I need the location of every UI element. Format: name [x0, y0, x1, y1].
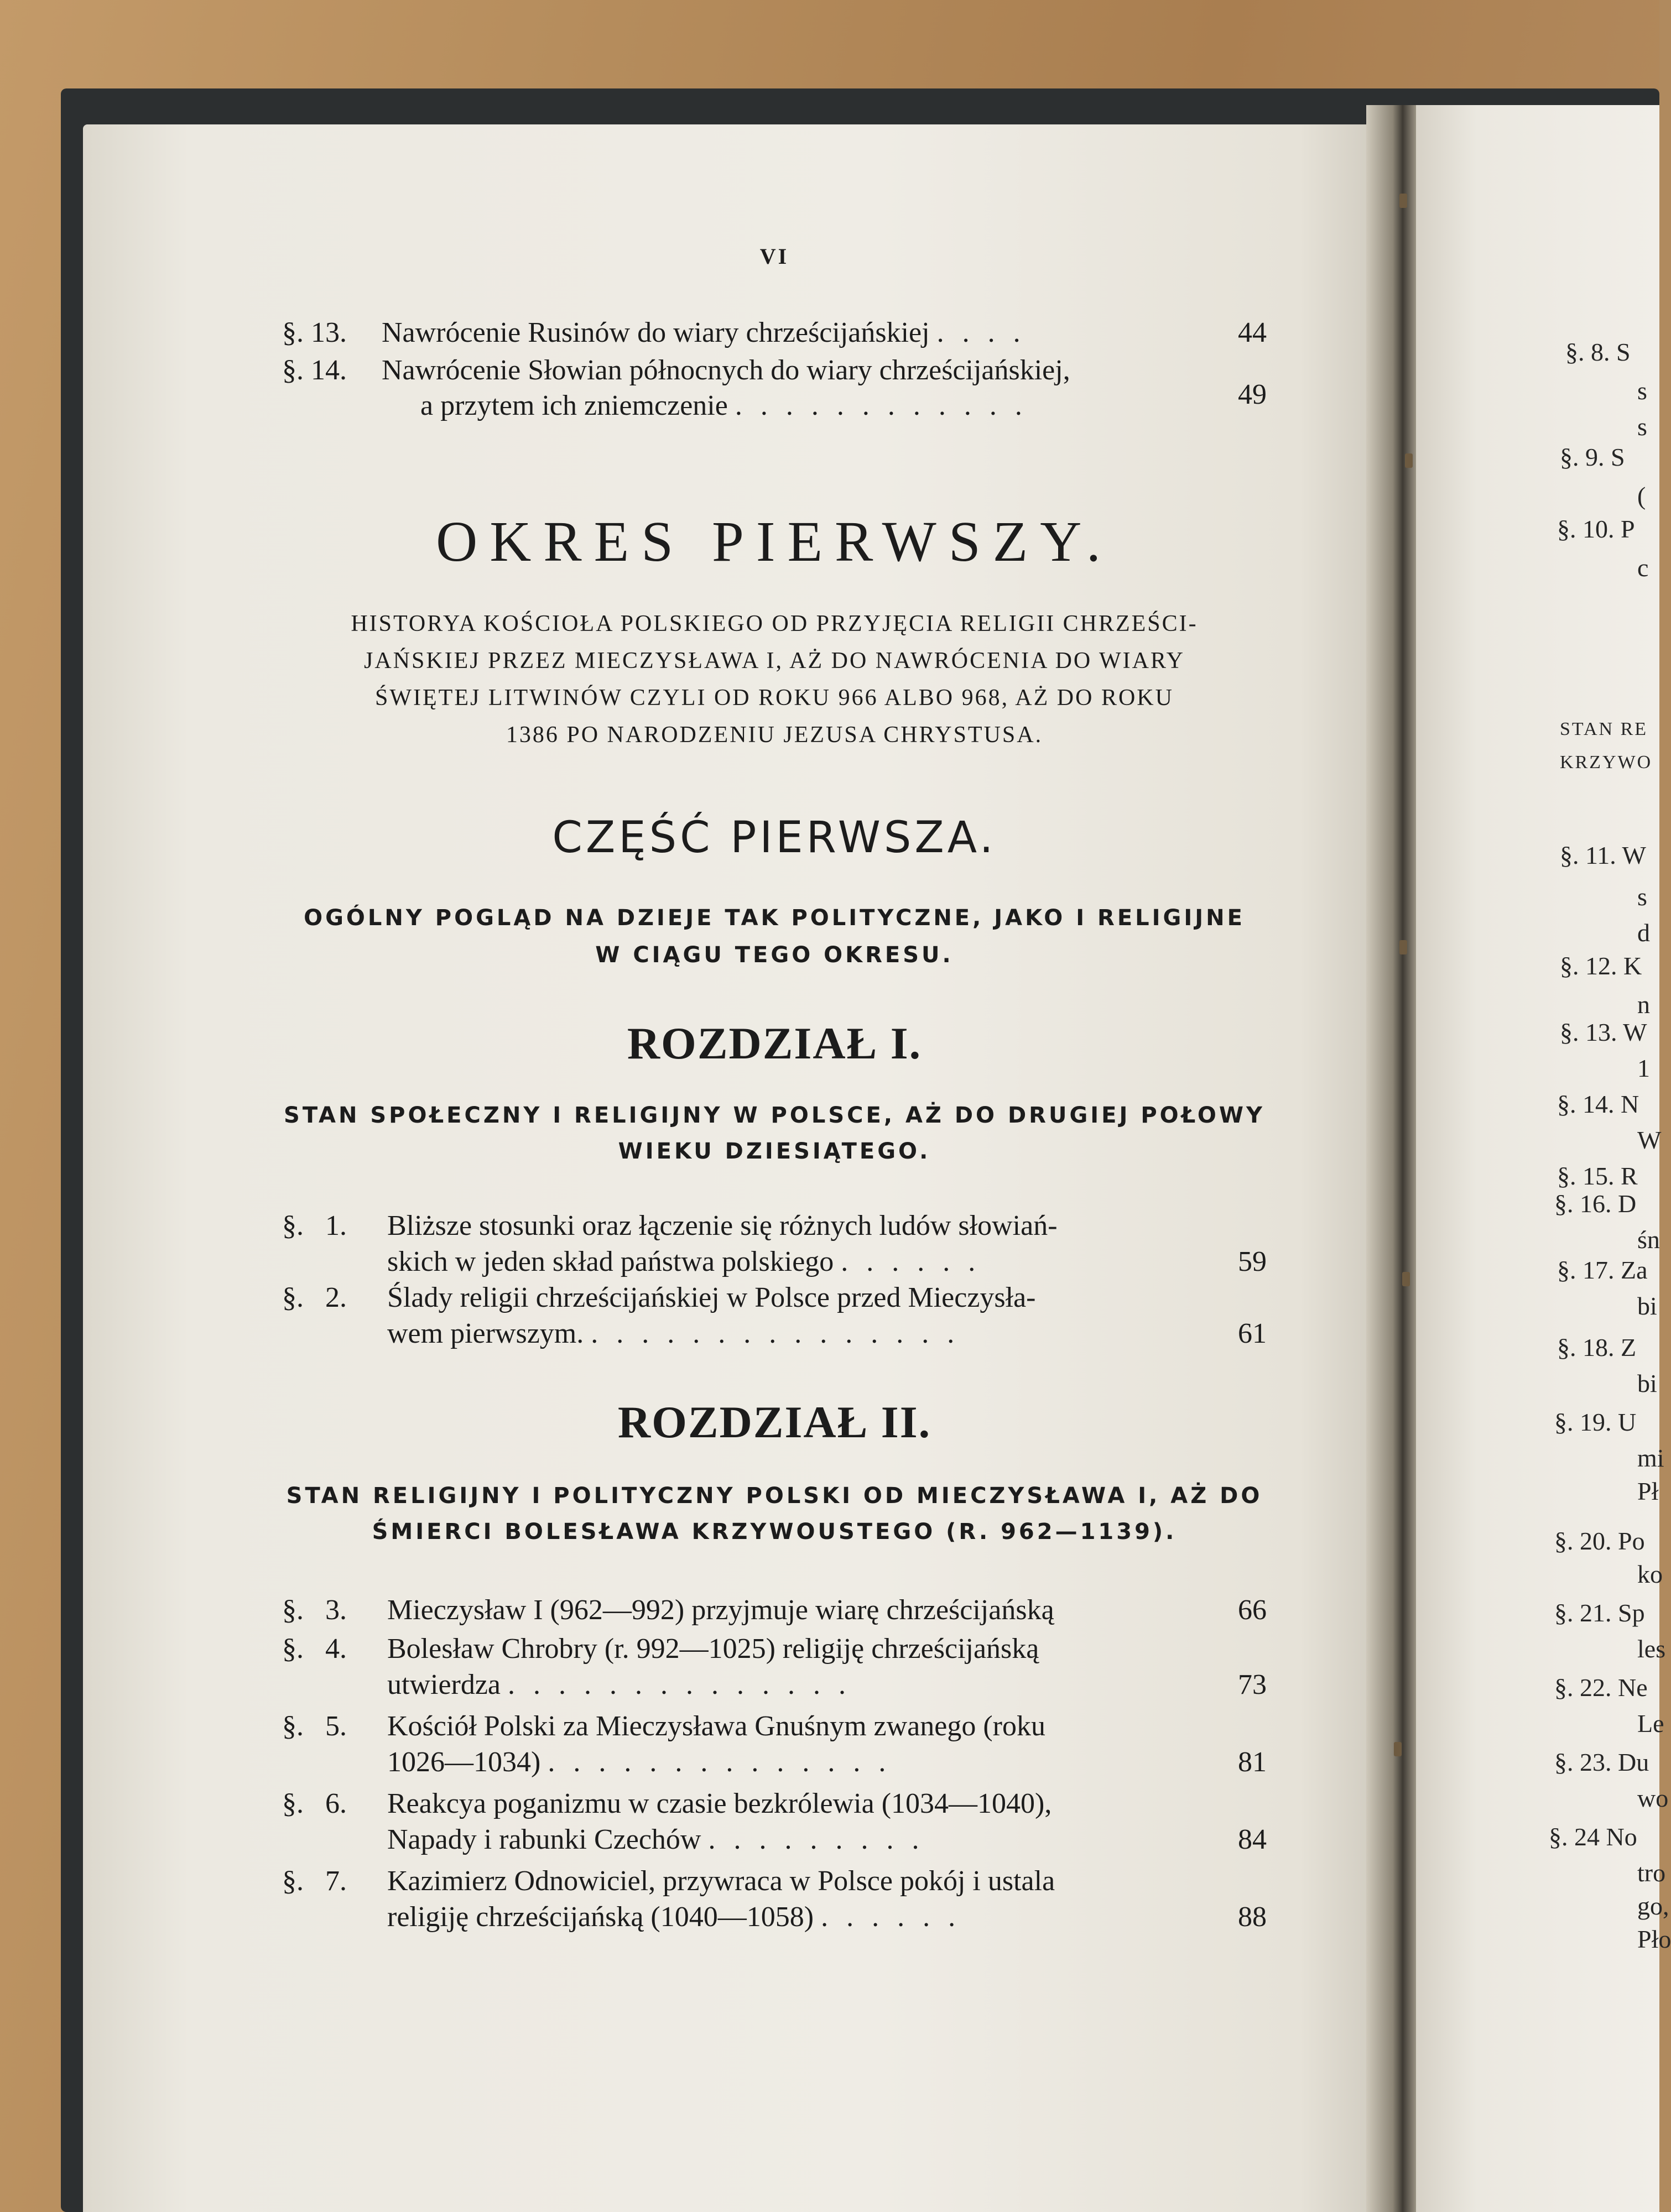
right-page-text-fragment: STAN RE: [1560, 719, 1648, 739]
entry-title: Ślady religii chrześcijańskiej w Polsce przed Mieczysła-: [387, 1282, 1036, 1313]
right-page-text-fragment: §. 10. P: [1557, 515, 1635, 543]
paragraph-number: §. 1.: [282, 1210, 347, 1241]
right-page-text-fragment: Pł: [1637, 1477, 1659, 1505]
binding-stitch: [1405, 453, 1413, 468]
right-page-text-fragment: go,: [1637, 1892, 1669, 1920]
right-page-text-fragment: §. 12. K: [1560, 952, 1642, 980]
right-page-text-fragment: §. 23. Du: [1554, 1748, 1649, 1776]
paragraph-number: §. 14.: [282, 354, 347, 386]
paragraph-number: §. 2.: [282, 1282, 347, 1313]
rozdzial-2-heading: ROZDZIAŁ II.: [617, 1397, 931, 1447]
right-page-text-fragment: §. 14. N: [1557, 1090, 1639, 1118]
entry-title: Kościół Polski za Mieczysława Gnuśnym zwanego (roku: [387, 1710, 1045, 1742]
right-page-text-fragment: s: [1637, 413, 1647, 441]
right-page-text-fragment: wo: [1637, 1784, 1669, 1812]
toc-entry-continuation: [282, 1316, 1267, 1394]
okres-description-line: 1386 PO NARODZENIU JEZUSA CHRYSTUSA.: [506, 722, 1043, 748]
rozdzial-2-description-line: STAN RELIGIJNY I POLITYCZNY POLSKI OD MIECZYSŁAWA I, AŻ DO: [286, 1483, 1263, 1509]
right-page-text-fragment: §. 17. Za: [1557, 1256, 1648, 1284]
right-page-text-fragment: §. 19. U: [1554, 1408, 1637, 1436]
right-page-text-fragment: §. 9. S: [1560, 443, 1625, 471]
entry-page-number: 84: [1238, 1824, 1267, 1855]
entry-title: Nawrócenie Rusinów do wiary chrześcijańskiej . . . .: [382, 317, 1026, 348]
entry-title: Kazimierz Odnowiciel, przywraca w Polsce pokój i ustala: [387, 1865, 1055, 1897]
toc-entry-continuation: [282, 1900, 1267, 1977]
rozdzial-2-description-line: ŚMIERCI BOLESŁAWA KRZYWOUSTEGO (R. 962—1139).: [372, 1519, 1177, 1545]
entry-title-continuation: wem pierwszym. . . . . . . . . . . . . . . .: [387, 1318, 960, 1349]
okres-description-line: JAŃSKIEJ PRZEZ MIECZYSŁAWA I, AŻ DO NAWRÓCENIA DO WIARY: [364, 648, 1185, 674]
right-page-text-fragment: §. 20. Po: [1554, 1527, 1645, 1555]
rozdzial-1-heading: ROZDZIAŁ I.: [627, 1018, 922, 1068]
right-page-text-fragment: §. 22. Ne: [1554, 1673, 1648, 1702]
entry-page-number: 81: [1238, 1746, 1267, 1778]
right-page-text-fragment: bi: [1637, 1369, 1657, 1397]
paragraph-number: §. 7.: [282, 1865, 347, 1897]
rozdzial-1-description-line: WIEKU DZIESIĄTEGO.: [618, 1139, 931, 1164]
entry-title: Nawrócenie Słowian północnych do wiary chrześcijańskiej,: [382, 354, 1070, 386]
right-page-text-fragment: Pło: [1637, 1925, 1671, 1953]
binding-stitch: [1394, 1742, 1402, 1756]
entry-page-number: 49: [1238, 379, 1267, 410]
binding-stitch: [1402, 1272, 1410, 1286]
toc-entry-continuation: [282, 379, 1267, 466]
right-page-text-fragment: §. 15. R: [1557, 1162, 1638, 1190]
entry-title-continuation: Napady i rabunki Czechów . . . . . . . . .: [387, 1824, 925, 1855]
right-page-text-fragment: §. 24 No: [1549, 1823, 1637, 1851]
right-page: [1416, 105, 1671, 2212]
right-page-text-fragment: §. 11. W: [1560, 841, 1646, 869]
rozdzial-1-description-line: STAN SPOŁECZNY I RELIGIJNY W POLSCE, AŻ DO DRUGIEJ POŁOWY: [284, 1103, 1265, 1128]
entry-page-number: 66: [1238, 1594, 1267, 1626]
right-page-text-fragment: s: [1637, 377, 1647, 405]
right-page-text-fragment: les: [1637, 1635, 1666, 1663]
right-page-text-fragment: tro: [1637, 1859, 1666, 1887]
entry-title-continuation: religiję chrześcijańską (1040—1058) . . . . . .: [387, 1901, 961, 1933]
entry-page-number: 88: [1238, 1901, 1267, 1933]
binding-stitch: [1399, 194, 1407, 208]
right-page-text-fragment: Le: [1637, 1709, 1664, 1738]
entry-title: Reakcya poganizmu w czasie bezkrólewia (1034—1040),: [387, 1788, 1052, 1819]
entry-title-continuation: 1026—1034) . . . . . . . . . . . . . .: [387, 1746, 892, 1778]
czesc-description-line: OGÓLNY POGLĄD NA DZIEJE TAK POLITYCZNE, JAKO I RELIGIJNE: [304, 905, 1245, 931]
page-number: VI: [759, 244, 789, 269]
paragraph-number: §. 6.: [282, 1788, 347, 1819]
right-page-text-fragment: §. 16. D: [1554, 1190, 1637, 1218]
right-page-text-fragment: §. 8. S: [1565, 338, 1631, 366]
entry-title-continuation: skich w jeden skład państwa polskiego . . . . . .: [387, 1246, 981, 1277]
paragraph-number: §. 13.: [282, 317, 347, 348]
entry-title: Mieczysław I (962—992) przyjmuje wiarę chrześcijańską: [387, 1594, 1054, 1626]
right-page-text-fragment: KRZYWO: [1560, 752, 1653, 773]
entry-page-number: 73: [1238, 1669, 1267, 1700]
right-page-text-fragment: mi: [1637, 1444, 1664, 1472]
entry-title-continuation: utwierdza . . . . . . . . . . . . . .: [387, 1669, 852, 1700]
right-page-text-fragment: s: [1637, 883, 1647, 911]
entry-page-number: 59: [1238, 1246, 1267, 1277]
entry-title: Bliższe stosunki oraz łączenie się różnych ludów słowiań-: [387, 1210, 1058, 1241]
right-page-text-fragment: ko: [1637, 1560, 1663, 1588]
right-page-text-fragment: (: [1637, 482, 1646, 510]
paragraph-number: §. 3.: [282, 1594, 347, 1626]
okres-heading: OKRES PIERWSZY.: [436, 510, 1113, 573]
okres-description-line: ŚWIĘTEJ LITWINÓW CZYLI OD ROKU 966 ALBO 968, AŻ DO ROKU: [375, 685, 1174, 711]
entry-page-number: 44: [1238, 317, 1267, 348]
right-page-text-fragment: bi: [1637, 1292, 1657, 1320]
paragraph-number: §. 4.: [282, 1633, 347, 1665]
right-page-text-fragment: §. 21. Sp: [1554, 1599, 1645, 1627]
czesc-heading: CZĘŚĆ PIERWSZA.: [552, 813, 997, 863]
right-page-text-fragment: §. 13. W: [1560, 1018, 1647, 1046]
paragraph-number: §. 5.: [282, 1710, 347, 1742]
right-page-text-fragment: W: [1637, 1126, 1662, 1154]
right-page-text-fragment: §. 18. Z: [1557, 1333, 1637, 1361]
right-page-text-fragment: śn: [1637, 1225, 1660, 1254]
right-page-text-fragment: 1: [1637, 1054, 1650, 1082]
okres-description-line: HISTORYA KOŚCIOŁA POLSKIEGO OD PRZYJĘCIA RELIGII CHRZEŚCI-: [351, 611, 1198, 637]
czesc-description-line: W CIĄGU TEGO OKRESU.: [595, 942, 954, 968]
right-page-text-fragment: n: [1637, 990, 1650, 1019]
entry-page-number: 61: [1238, 1318, 1267, 1349]
binding-stitch: [1399, 940, 1407, 954]
right-page-text-fragment: c: [1637, 554, 1649, 582]
right-page-text-fragment: d: [1637, 919, 1650, 947]
entry-title-continuation: a przytem ich zniemczenie . . . . . . . . . . . .: [420, 390, 1028, 421]
entry-title: Bolesław Chrobry (r. 992—1025) religiję chrześcijańską: [387, 1633, 1039, 1665]
